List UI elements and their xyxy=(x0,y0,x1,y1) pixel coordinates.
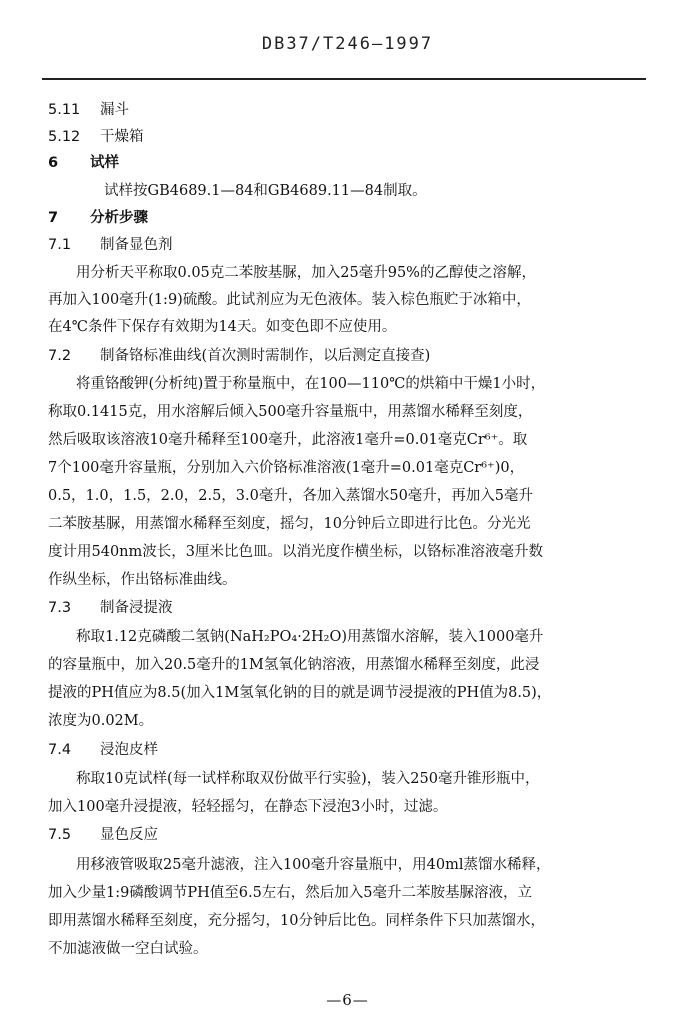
item-5-12 xyxy=(48,128,144,146)
paragraph-line: 浓度为0.02M。 xyxy=(48,713,154,729)
section-number: 6 xyxy=(48,155,59,171)
sample-paragraph: 试样按GB4689.1—84和GB4689.11—84制取。 xyxy=(104,183,427,199)
section-title: 浸泡皮样 xyxy=(100,742,158,758)
item-text: 漏斗 xyxy=(100,102,129,118)
section-number: 7.3 xyxy=(48,600,72,616)
section-7-2-heading xyxy=(48,347,430,365)
paragraph-line: 再加入100毫升(1:9)硫酸。此试剂应为无色液体。装入棕色瓶贮于冰箱中， xyxy=(48,292,531,308)
paragraph-line: 7个100毫升容量瓶，分别加入六价铬标准溶液(1毫升=0.01毫克Cr⁶⁺)0， xyxy=(48,460,525,476)
section-7-heading xyxy=(48,209,148,227)
paragraph-line: 0.5，1.0，1.5，2.0，2.5，3.0毫升，各加入蒸馏水50毫升，再加入5毫升 xyxy=(48,488,534,504)
paragraph-line: 二苯胺基脲，用蒸馏水稀释至刻度，摇匀，10分钟后立即进行比色。分光光 xyxy=(48,516,531,532)
item-text: 干燥箱 xyxy=(100,129,144,145)
item-number: 5.11 xyxy=(48,102,81,118)
section-title: 试样 xyxy=(90,154,119,171)
standard-code: DB37/T246—1997 xyxy=(261,34,434,54)
section-7-5-heading xyxy=(48,826,158,844)
paragraph-line: 称取10克试样(每一试样称取双份做平行实验)，装入250毫升锥形瓶中， xyxy=(76,771,540,787)
section-title: 显色反应 xyxy=(100,827,158,843)
paragraph-line: 不加滤液做一空白试验。 xyxy=(48,941,208,957)
section-7-4-heading xyxy=(48,741,158,759)
item-5-11 xyxy=(48,101,129,119)
paragraph-line: 用分析天平称取0.05克二苯胺基脲，加入25毫升95%的乙醇使之溶解， xyxy=(76,265,536,281)
section-number: 7.4 xyxy=(48,742,72,758)
section-title: 制备显色剂 xyxy=(100,237,173,253)
paragraph-line: 称取1.12克磷酸二氢钠(NaH₂PO₄·2H₂O)用蒸馏水溶解，装入1000毫升 xyxy=(76,629,544,645)
section-7-1-heading xyxy=(48,236,173,254)
section-number: 7.2 xyxy=(48,348,72,364)
paragraph-line: 作纵坐标，作出铬标准曲线。 xyxy=(48,572,237,588)
paragraph-line: 然后吸取该溶液10毫升稀释至100毫升，此溶液1毫升=0.01毫克Cr⁶⁺。取 xyxy=(48,432,528,448)
section-title: 分析步骤 xyxy=(90,209,148,226)
section-title: 制备浸提液 xyxy=(100,600,173,616)
paragraph-line: 加入少量1:9磷酸调节PH值至6.5左右，然后加入5毫升二苯胺基脲溶液，立 xyxy=(48,885,533,901)
section-number: 7.1 xyxy=(48,237,72,253)
section-7-3-heading xyxy=(48,599,173,617)
paragraph-line: 的容量瓶中，加入20.5毫升的1M氢氧化钠溶液，用蒸馏水稀释至刻度，此浸 xyxy=(48,657,540,673)
paragraph-line: 提液的PH值应为8.5(加入1M氢氧化钠的目的就是调节浸提液的PH值为8.5)， xyxy=(48,685,552,701)
page-number: —6— xyxy=(326,991,369,1009)
paragraph-line: 在4℃条件下保存有效期为14天。如变色即不应使用。 xyxy=(48,319,397,335)
paragraph-line: 度计用540nm波长，3厘米比色皿。以消光度作横坐标，以铬标准溶液毫升数 xyxy=(48,544,543,560)
header-divider xyxy=(42,78,646,80)
paragraph-line: 即用蒸馏水稀释至刻度，充分摇匀，10分钟后比色。同样条件下只加蒸馏水， xyxy=(48,913,545,929)
paragraph-line: 将重铬酸钾(分析纯)置于称量瓶中，在100—110℃的烘箱中干燥1小时， xyxy=(76,376,546,392)
paragraph-line: 称取0.1415克，用水溶解后倾入500毫升容量瓶中，用蒸馏水稀释至刻度， xyxy=(48,404,533,420)
section-number: 7.5 xyxy=(48,827,72,843)
section-number: 7 xyxy=(48,210,59,226)
paragraph-line: 用移液管吸取25毫升滤液，注入100毫升容量瓶中，用40ml蒸馏水稀释， xyxy=(76,857,551,873)
paragraph-line: 加入100毫升浸提液，轻轻摇匀，在静态下浸泡3小时，过滤。 xyxy=(48,799,448,815)
section-title: 制备铬标准曲线(首次测时需制作，以后测定直接查) xyxy=(100,348,431,364)
section-6-heading xyxy=(48,154,119,172)
item-number: 5.12 xyxy=(48,129,81,145)
